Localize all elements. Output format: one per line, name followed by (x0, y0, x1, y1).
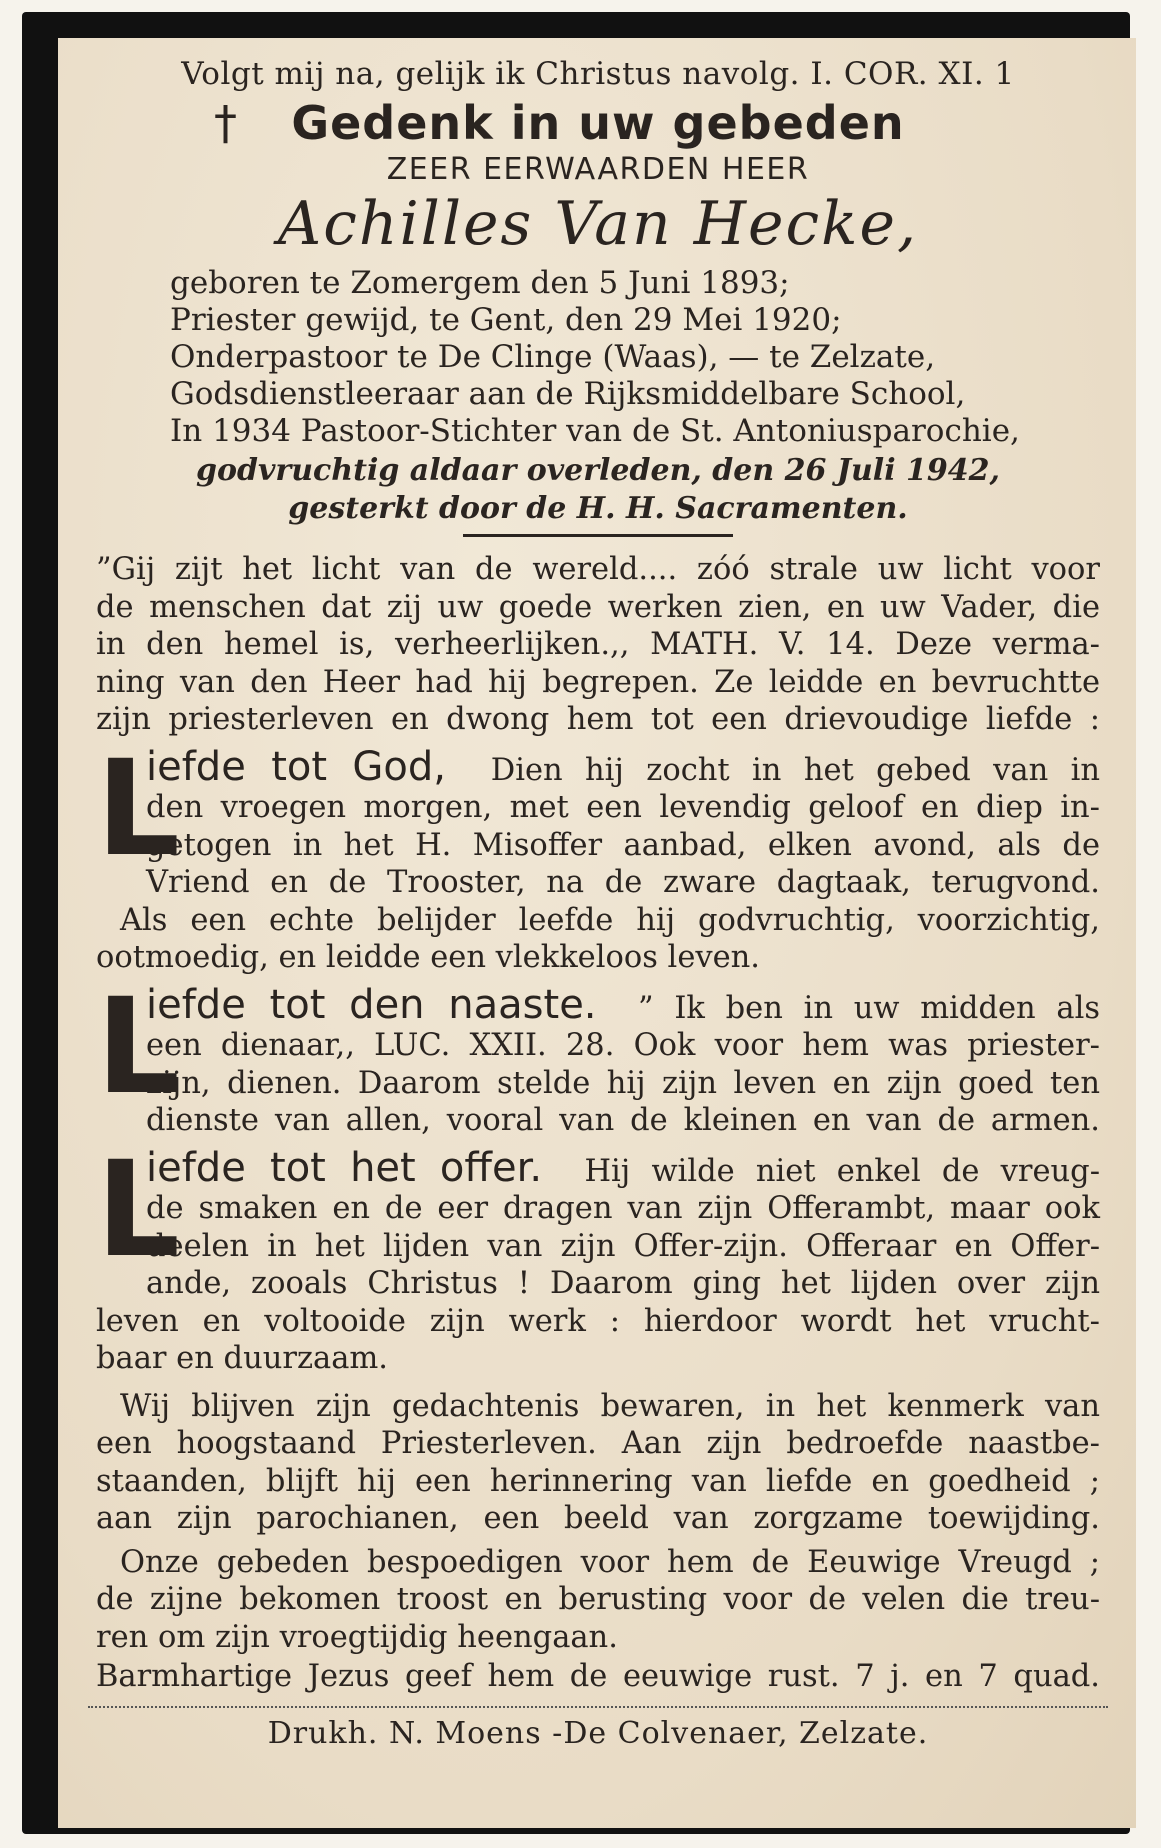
text-line: een hoogstaand Priesterleven. Aan zijn bedroefde naastbe- (96, 1426, 1100, 1461)
deceased-name: Achilles Van Hecke, (277, 189, 919, 259)
text-line: Vriend en de Trooster, na de zware dagtaak, terugvond. (146, 865, 1100, 900)
drop-cap: L (96, 1132, 181, 1287)
text-line: in den hemel is, verheerlijken.,, MATH. V. 14. Deze verma- (96, 627, 1100, 662)
drop-cap: L (96, 969, 181, 1124)
printer-credit: Drukh. N. Moens -De Colvenaer, Zelzate. (267, 1715, 929, 1751)
text-line: Als een echte belijder leefde hij godvruchtig, voorzichtig, (120, 902, 1100, 938)
motto-text: Volgt mij na, gelijk ik Christus navolg. I. COR. XI. 1 (181, 56, 1015, 92)
drop-cap: L (96, 731, 181, 886)
intro-paragraph (96, 551, 1100, 739)
section-love-of-sacrifice (96, 1132, 1101, 1378)
bio-line: Godsdienstleeraar aan de Rijksmiddelbare School, (170, 376, 966, 412)
text-line: zijn priesterleven en dwong hem tot een drievoudige liefde : (96, 702, 1100, 737)
death-notice (96, 452, 1100, 528)
title-text: ZEER EERWAARDEN HEER (386, 152, 810, 187)
death-line: godvruchtig aldaar overleden, den 26 Juli 1942, (196, 453, 1000, 488)
text-line: Barmhartige Jezus geef hem de eeuwige rust. 7 j. en 7 quad. (96, 1659, 1100, 1694)
text-line: ”Gij zijt het licht van de wereld.... zóó strale uw licht voor (96, 552, 1100, 587)
text-line: den vroegen morgen, met een levendig geloof en diep in- (146, 790, 1100, 825)
text-line: aan zijn parochianen, een beeld van zorgzame toewijding. (96, 1501, 1100, 1536)
bio-line: Onderpastoor te De Clinge (Waas), — te Zelzate, (170, 339, 936, 375)
section-love-of-neighbour (96, 969, 1101, 1140)
closing-paragraph-2-cont (96, 1581, 1100, 1656)
gedenk-text: Gedenk in uw gebeden (291, 96, 905, 150)
text-line: ” Ik ben in uw midden als (638, 990, 1101, 1026)
text-line: de menschen dat zij uw goede werken zien, en uw Vader, die (96, 589, 1100, 625)
text-line: dienste van allen, vooral van de kleinen en van de armen. (146, 1103, 1100, 1138)
dotted-separator (88, 1706, 1108, 1708)
death-line: gesterkt door de H. H. Sacramenten. (288, 491, 908, 526)
text-line: de zijne bekomen troost en berusting voor de velen die treu- (96, 1582, 1100, 1617)
biography (170, 265, 1100, 450)
text-line: getogen in het H. Misoffer aanbad, elken avond, als de (146, 827, 1100, 863)
closing-paragraph-2 (96, 1544, 1100, 1582)
bio-line: Priester gewijd, te Gent, den 29 Mei 1920; (170, 302, 842, 338)
text-line: Dien hij zocht in het gebed van in (490, 752, 1101, 788)
text-line: deelen in het lijden van zijn Offer-zijn. Offeraar en Offer- (146, 1228, 1100, 1264)
final-prayer (96, 1658, 1100, 1696)
text-line: de smaken en de eer dragen van zijn Offerambt, maar ook (146, 1191, 1100, 1226)
closing-paragraph-1 (96, 1388, 1100, 1426)
text-line: ootmoedig, en leidde een vlekkeloos leven. (96, 940, 760, 975)
text-line: een dienaar,, LUC. XXII. 28. Ook voor hem was priester- (146, 1028, 1100, 1063)
text-line: ande, zooals Christus ! Daarom ging het lijden over zijn (146, 1266, 1100, 1301)
text-line: ning van den Heer had hij begrepen. Ze leidde en bevruchtte (96, 664, 1100, 700)
text-line: Wij blijven zijn gedachtenis bewaren, in het kenmerk van (120, 1388, 1100, 1424)
text-line: leven en voltooide zijn werk : hierdoor wordt het vrucht- (96, 1303, 1100, 1339)
section-heading: iefde tot het offer. (146, 1144, 543, 1191)
bio-line: geboren te Zomergem den 5 Juni 1893; (170, 265, 790, 301)
text-line: staanden, blijft hij een herinnering van liefde en goedheid ; (96, 1463, 1100, 1499)
card-paper (58, 38, 1136, 1828)
bio-line: In 1934 Pastoor-Stichter van de St. Antoniusparochie, (170, 413, 1020, 449)
closing-paragraph-1-cont (96, 1425, 1100, 1538)
text-line: zijn, dienen. Daarom stelde hij zijn leven en zijn goed ten (146, 1065, 1100, 1101)
text-line: baar en duurzaam. (96, 1341, 388, 1376)
memorial-card (22, 12, 1130, 1834)
cross-icon: † (214, 96, 238, 150)
text-line: ren om zijn vroegtijdig heengaan. (96, 1619, 618, 1655)
gedenk-heading (96, 96, 1100, 150)
divider (463, 534, 733, 537)
section-heading: iefde tot den naaste. (146, 981, 597, 1028)
section-love-of-god (96, 731, 1101, 977)
section-heading: iefde tot God, (146, 743, 447, 790)
text-line: Hij wilde niet enkel de vreug- (584, 1153, 1101, 1189)
text-line: Onze gebeden bespoedigen voor hem de Eeuwige Vreugd ; (120, 1544, 1100, 1580)
